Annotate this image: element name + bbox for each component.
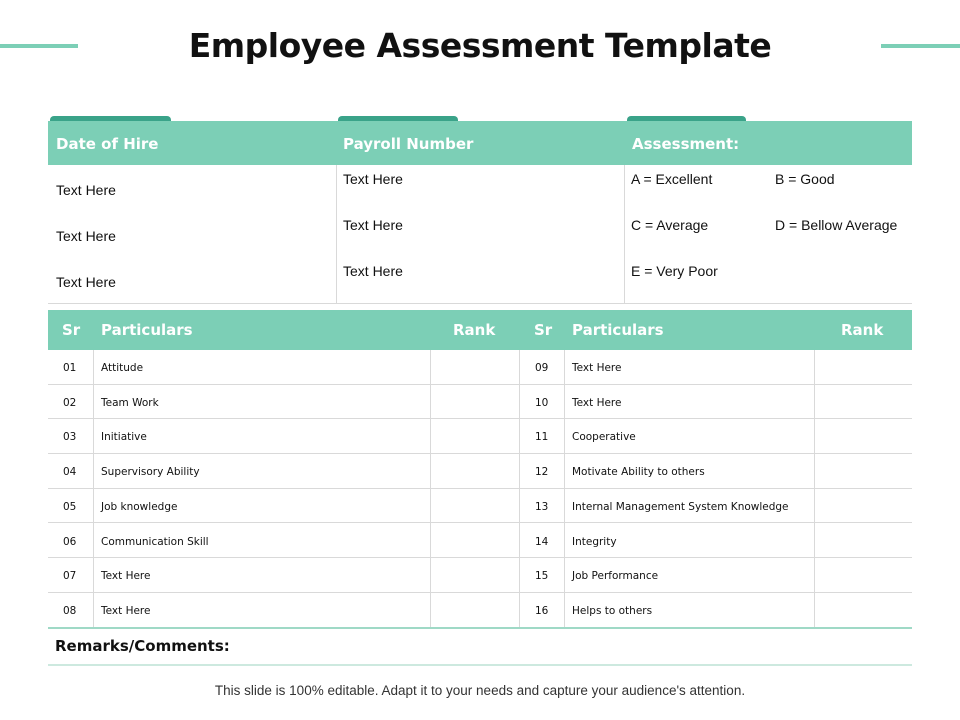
particular-cell: Supervisory Ability [101, 466, 200, 479]
remarks-divider-top [48, 627, 912, 629]
table-row [48, 454, 912, 489]
sr-cell: 02 [63, 396, 77, 409]
sr-cell: 14 [535, 535, 549, 548]
assessment-scale-d: D = Bellow Average [775, 217, 898, 233]
particular-cell: Job knowledge [101, 500, 178, 513]
header-sr-left: Sr [62, 321, 81, 339]
header-rank-right: Rank [841, 321, 884, 339]
table-row [48, 385, 912, 420]
assessment-scale-b: B = Good [775, 171, 835, 187]
header-particulars-left: Particulars [101, 321, 193, 339]
sr-cell: 11 [535, 431, 549, 444]
table-row [48, 350, 912, 385]
particular-cell: Text Here [572, 362, 622, 374]
sr-cell: 16 [535, 604, 549, 617]
table-row [48, 524, 912, 559]
row-divider [48, 303, 912, 304]
particular-cell: Job Performance [572, 570, 659, 583]
sr-cell: 04 [63, 466, 77, 479]
payroll-number-value: Text Here [343, 171, 403, 187]
particular-cell: Communication Skill [101, 535, 209, 548]
sr-cell: 12 [535, 466, 549, 479]
column-divider [624, 165, 625, 304]
particular-cell: Initiative [101, 431, 147, 444]
header-sr-right: Sr [534, 321, 553, 339]
table-row [48, 558, 912, 593]
sr-cell: 01 [63, 362, 77, 374]
header-rank-left: Rank [453, 321, 496, 339]
particular-cell: Attitude [101, 362, 144, 374]
table-row [48, 593, 912, 628]
particular-cell: Cooperative [572, 431, 636, 444]
particular-cell: Text Here [101, 604, 151, 617]
header-particulars-right: Particulars [572, 321, 664, 339]
date-of-hire-value: Text Here [56, 274, 116, 290]
date-of-hire-value: Text Here [56, 182, 116, 198]
assessment-scale-e: E = Very Poor [631, 263, 718, 279]
info-table-body [48, 165, 912, 304]
column-divider [336, 165, 337, 304]
particular-cell: Text Here [101, 570, 151, 583]
header-date-of-hire: Date of Hire [56, 135, 159, 153]
header-payroll-number: Payroll Number [343, 135, 474, 153]
payroll-number-value: Text Here [343, 217, 403, 233]
assessment-scale-a: A = Excellent [631, 171, 713, 187]
sr-cell: 09 [535, 362, 549, 374]
particular-cell: Team Work [101, 396, 159, 409]
sr-cell: 13 [535, 500, 549, 513]
date-of-hire-value: Text Here [56, 228, 116, 244]
sr-cell: 06 [63, 535, 77, 548]
sr-cell: 07 [63, 570, 77, 583]
remarks-label: Remarks/Comments: [55, 637, 230, 655]
footer-note: This slide is 100% editable. Adapt it to your needs and capture your audience's attention. [214, 683, 746, 698]
sr-cell: 15 [535, 570, 549, 583]
sr-cell: 05 [63, 500, 77, 513]
particular-cell: Text Here [572, 396, 622, 409]
assessment-scale-c: C = Average [631, 217, 709, 233]
rank-table-header [48, 310, 912, 350]
sr-cell: 03 [63, 431, 77, 444]
sr-cell: 10 [535, 396, 549, 409]
table-row [48, 419, 912, 454]
info-table-header [48, 121, 912, 165]
particular-cell: Motivate Ability to others [572, 466, 705, 479]
particular-cell: Integrity [572, 535, 617, 548]
sr-cell: 08 [63, 604, 77, 617]
particular-cell: Internal Management System Knowledge [572, 500, 789, 513]
header-assessment: Assessment: [632, 135, 740, 153]
table-row [48, 489, 912, 524]
payroll-number-value: Text Here [343, 263, 403, 279]
rank-table-body [48, 350, 912, 628]
page-title: Employee Assessment Template [188, 26, 772, 65]
particular-cell: Helps to others [572, 604, 653, 617]
remarks-divider-bottom [48, 664, 912, 666]
